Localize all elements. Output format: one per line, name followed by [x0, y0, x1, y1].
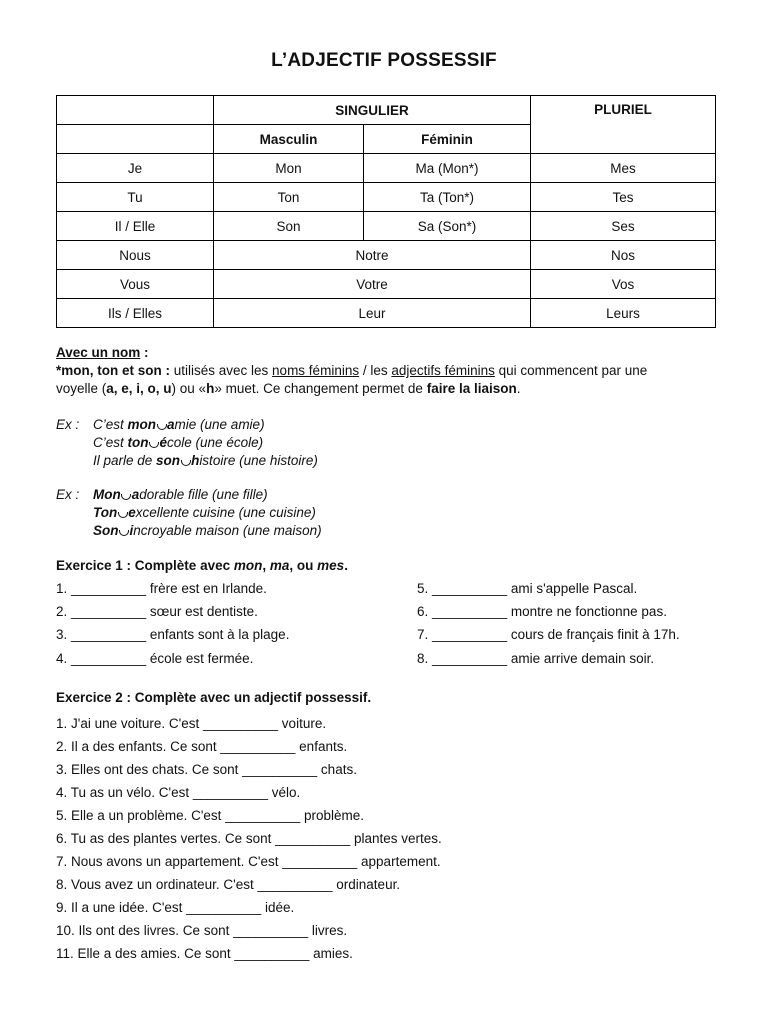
- header-feminin: Féminin: [364, 125, 531, 154]
- exercise-2-item: 11. Elle a des amies. Ce sont __________ amies.: [56, 946, 353, 961]
- exercise-1-title: Exercice 1 : Complète avec mon, ma, ou mes.: [56, 558, 348, 573]
- pronoun-cell: Il / Elle: [57, 212, 214, 241]
- exercise-2-title: Exercice 2 : Complète avec un adjectif possessif.: [56, 690, 372, 705]
- note-heading-line: Avec un nom :: [56, 345, 149, 360]
- table-row: [57, 299, 716, 328]
- examples-block-2: [56, 486, 456, 540]
- exercise-2-list: [56, 712, 442, 965]
- table-row: [57, 270, 716, 299]
- exercise-2-item: 5. Elle a un problème. C'est __________ problème.: [56, 808, 365, 823]
- example-line: Son incroyable maison (une maison): [93, 523, 322, 538]
- example-line: Mon adorable fille (une fille): [93, 487, 268, 502]
- exercise-1-item: 4. __________ école est fermée.: [56, 651, 254, 666]
- liaison-mark: [118, 512, 128, 518]
- pronoun-cell: Nous: [57, 241, 214, 270]
- exercise-2-item: 3. Elles ont des chats. Ce sont __________ chats.: [56, 762, 357, 777]
- example-line: C’est ton école (une école): [93, 435, 264, 450]
- header-masculin: Masculin: [214, 125, 364, 154]
- note-rule: *mon, ton et son : utilisés avec les noms féminins / les adjectifs féminins qui commencent par une voyelle (a, e, i, o, u) ou «h» muet. Ce changement permet de faire la liaison.: [56, 363, 648, 396]
- pluriel-cell: Vos: [531, 270, 716, 299]
- table-row: [57, 212, 716, 241]
- table-corner-cell: [57, 96, 214, 125]
- example-label: Ex :: [56, 487, 80, 502]
- example-line: C’est mon amie (une amie): [93, 417, 265, 432]
- exercise-2-item: 10. Ils ont des livres. Ce sont __________ livres.: [56, 923, 348, 938]
- examples-block-1: [56, 416, 456, 470]
- singular-cell: Votre: [214, 270, 531, 299]
- note-heading: Avec un nom: [56, 345, 141, 360]
- feminin-cell: Ma (Mon*): [364, 154, 531, 183]
- masculin-cell: Ton: [214, 183, 364, 212]
- exercise-1-item: 3. __________ enfants sont à la plage.: [56, 627, 290, 642]
- pronoun-cell: Vous: [57, 270, 214, 299]
- exercise-2-item: 9. Il a une idée. C'est __________ idée.: [56, 900, 295, 915]
- exercise-1-item: 1. __________ frère est en Irlande.: [56, 581, 267, 596]
- pluriel-cell: Ses: [531, 212, 716, 241]
- example-line: Il parle de son histoire (une histoire): [93, 453, 318, 468]
- exercise-2-item: 4. Tu as un vélo. C'est __________ vélo.: [56, 785, 301, 800]
- page-title: L’ADJECTIF POSSESSIF: [271, 50, 497, 71]
- possessive-table: [56, 95, 716, 328]
- liaison-mark: [149, 442, 159, 448]
- exercise-1-item: 2. __________ sœur est dentiste.: [56, 604, 258, 619]
- table-blank-cell: [57, 125, 214, 154]
- feminin-cell: Sa (Son*): [364, 212, 531, 241]
- example-label: Ex :: [56, 417, 80, 432]
- exercise-1-item: 8. __________ amie arrive demain soir.: [417, 651, 655, 666]
- pluriel-cell: Nos: [531, 241, 716, 270]
- liaison-mark: [157, 424, 167, 430]
- pronoun-cell: Je: [57, 154, 214, 183]
- pronoun-cell: Tu: [57, 183, 214, 212]
- exercise-2-item: 8. Vous avez un ordinateur. C'est __________ ordinateur.: [56, 877, 401, 892]
- example-line: Ton excellente cuisine (une cuisine): [93, 505, 316, 520]
- liaison-mark: [121, 494, 131, 500]
- masculin-cell: Son: [214, 212, 364, 241]
- masculin-cell: Mon: [214, 154, 364, 183]
- exercise-1-item: 6. __________ montre ne fonctionne pas.: [417, 604, 667, 619]
- table-row: [57, 241, 716, 270]
- singular-cell: Notre: [214, 241, 531, 270]
- liaison-mark: [119, 530, 129, 536]
- table-row: [57, 183, 716, 212]
- exercise-2-item: 6. Tu as des plantes vertes. Ce sont __________ plantes vertes.: [56, 831, 442, 846]
- exercise-2-item: 1. J'ai une voiture. C'est __________ voiture.: [56, 716, 327, 731]
- grammar-note: [56, 344, 726, 398]
- exercise-2-item: 2. Il a des enfants. Ce sont __________ enfants.: [56, 739, 348, 754]
- table-row: [57, 154, 716, 183]
- exercise-2-item: 7. Nous avons un appartement. C'est __________ appartement.: [56, 854, 441, 869]
- exercise-1-item: 7. __________ cours de français finit à 17h.: [417, 627, 680, 642]
- pluriel-cell: Mes: [531, 154, 716, 183]
- pluriel-cell: Tes: [531, 183, 716, 212]
- header-pluriel: PLURIEL: [531, 96, 716, 154]
- pluriel-cell: Leurs: [531, 299, 716, 328]
- singular-cell: Leur: [214, 299, 531, 328]
- feminin-cell: Ta (Ton*): [364, 183, 531, 212]
- liaison-mark: [181, 460, 191, 466]
- header-singulier: SINGULIER: [214, 96, 531, 125]
- pronoun-cell: Ils / Elles: [57, 299, 214, 328]
- exercise-1-item: 5. __________ ami s'appelle Pascal.: [417, 581, 638, 596]
